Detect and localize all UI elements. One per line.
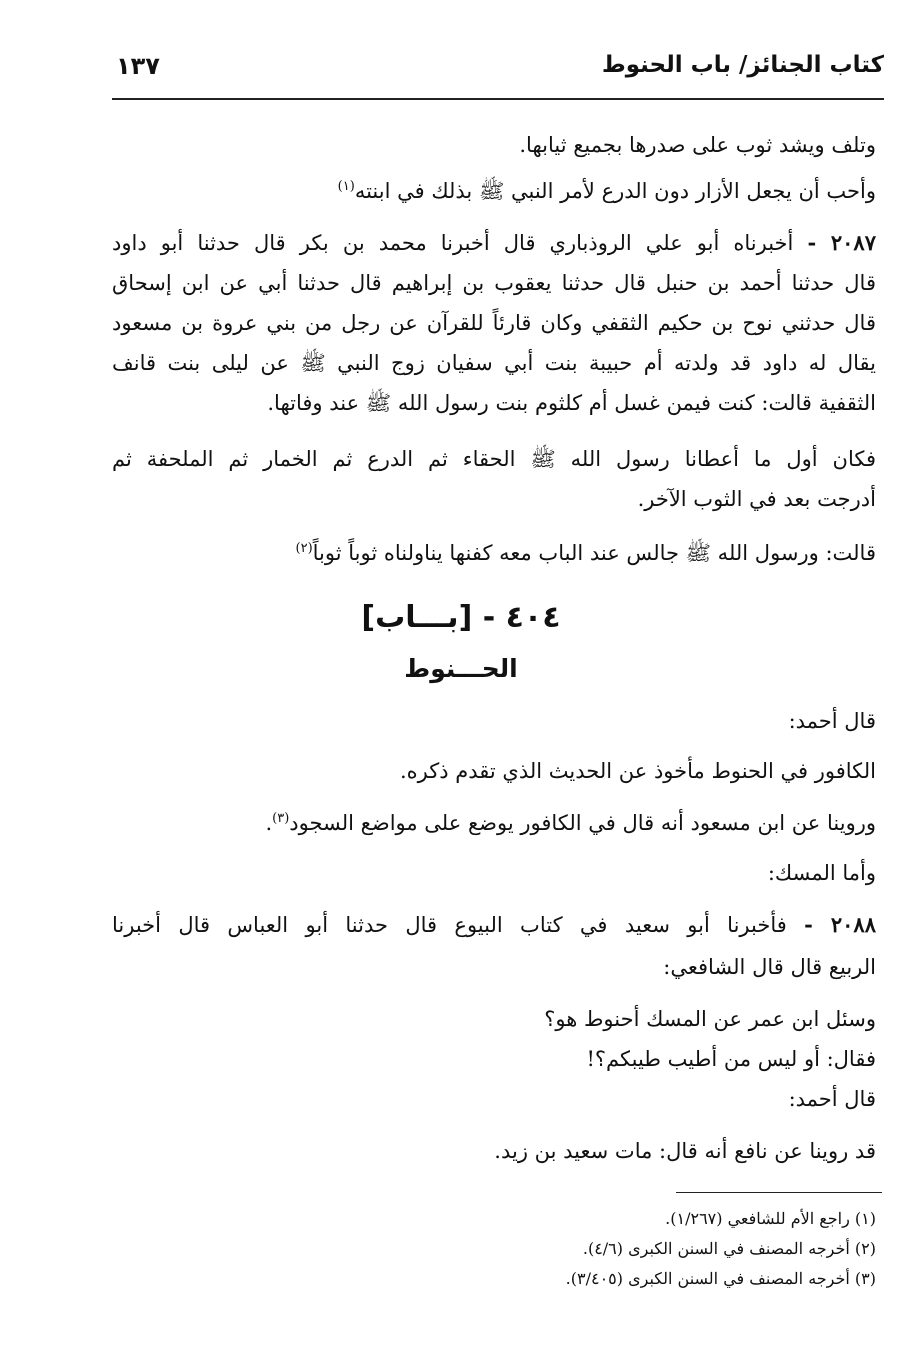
text-line: قال حدثنا أحمد بن حنبل قال حدثنا يعقوب بن إبراهيم قال حدثنا أبي عن ابن إسحاق	[112, 271, 876, 295]
text-line: قد روينا عن نافع أنه قال: مات سعيد بن زيد.	[494, 1139, 876, 1163]
text-line: وسئل ابن عمر عن المسك أحنوط هو؟	[544, 1007, 876, 1031]
footnote-marker: (١)	[337, 179, 355, 194]
text-line: فقال: أو ليس من أطيب طيبكم؟!	[586, 1047, 876, 1071]
footnote-divider	[676, 1192, 882, 1193]
page-number: ١٣٧	[116, 52, 160, 80]
text-line: الكافور في الحنوط مأخوذ عن الحديث الذي تقدم ذكره.	[399, 759, 876, 783]
text-line: قال أحمد:	[788, 709, 876, 733]
text-line: قال أحمد:	[788, 1087, 876, 1111]
chapter-title: الحـــنوط	[404, 654, 518, 683]
footnote: (١) راجع الأم للشافعي (١/٢٦٧).	[665, 1209, 876, 1228]
footnote: (٢) أخرجه المصنف في السنن الكبرى (٤/٦).	[582, 1239, 876, 1258]
chapter-heading: ٤٠٤ - [بـــاب]	[361, 600, 561, 635]
text-line: وتلف ويشد ثوب على صدرها بجميع ثيابها.	[519, 133, 876, 157]
text-line: قال حدثني نوح بن حكيم الثقفي وكان قارئاً للقرآن عن رجل من بني عروة بن مسعود	[112, 311, 876, 335]
text-line: وروينا عن ابن مسعود أنه قال في الكافور يوضع على مواضع السجود$^{(٣)}$.	[265, 811, 876, 835]
text-line: قالت: ورسول الله ﷺ جالس عند الباب معه كفنها يناولناه ثوباً ثوباً$^{(٢)}$	[295, 541, 876, 565]
footnote-marker: (٢)	[295, 541, 313, 556]
footnote: (٣) أخرجه المصنف في السنن الكبرى (٣/٤٠٥).	[565, 1269, 876, 1288]
text-line: وأحب أن يجعل الأزار دون الدرع لأمر النبي ﷺ بذلك في ابنته$^{(١)}$	[337, 179, 876, 203]
hadith-number: ٢٠٨٨ -	[804, 912, 876, 937]
text-line: فكان أول ما أعطانا رسول الله ﷺ الحقاء ثم الدرع ثم الخمار ثم الملحفة ثم	[112, 447, 876, 471]
hadith-number: ٢٠٨٧ -	[807, 230, 876, 255]
text-line: يقال له داود قد ولدته أم حبيبة بنت أبي سفيان زوج النبي ﷺ عن ليلى بنت قانف	[112, 351, 876, 375]
running-header	[112, 48, 884, 100]
header-title: كتاب الجنائز/ باب الحنوط	[601, 52, 884, 78]
footnote-marker: (٣)	[272, 811, 290, 826]
text-line: أدرجت بعد في الثوب الآخر.	[637, 487, 876, 511]
hadith-2088-line: ٢٠٨٨ - فأخبرنا أبو سعيد في كتاب البيوع قال حدثنا أبو العباس قال أخبرنا	[112, 912, 876, 937]
text-line: الثقفية قالت: كنت فيمن غسل أم كلثوم بنت رسول الله ﷺ عند وفاتها.	[267, 391, 876, 415]
text-line: الربيع قال قال الشافعي:	[663, 955, 876, 979]
text-line: وأما المسك:	[767, 861, 876, 885]
hadith-2087-line: ٢٠٨٧ - أخبرناه أبو علي الروذباري قال أخبرنا محمد بن بكر قال حدثنا أبو داود	[112, 230, 876, 255]
